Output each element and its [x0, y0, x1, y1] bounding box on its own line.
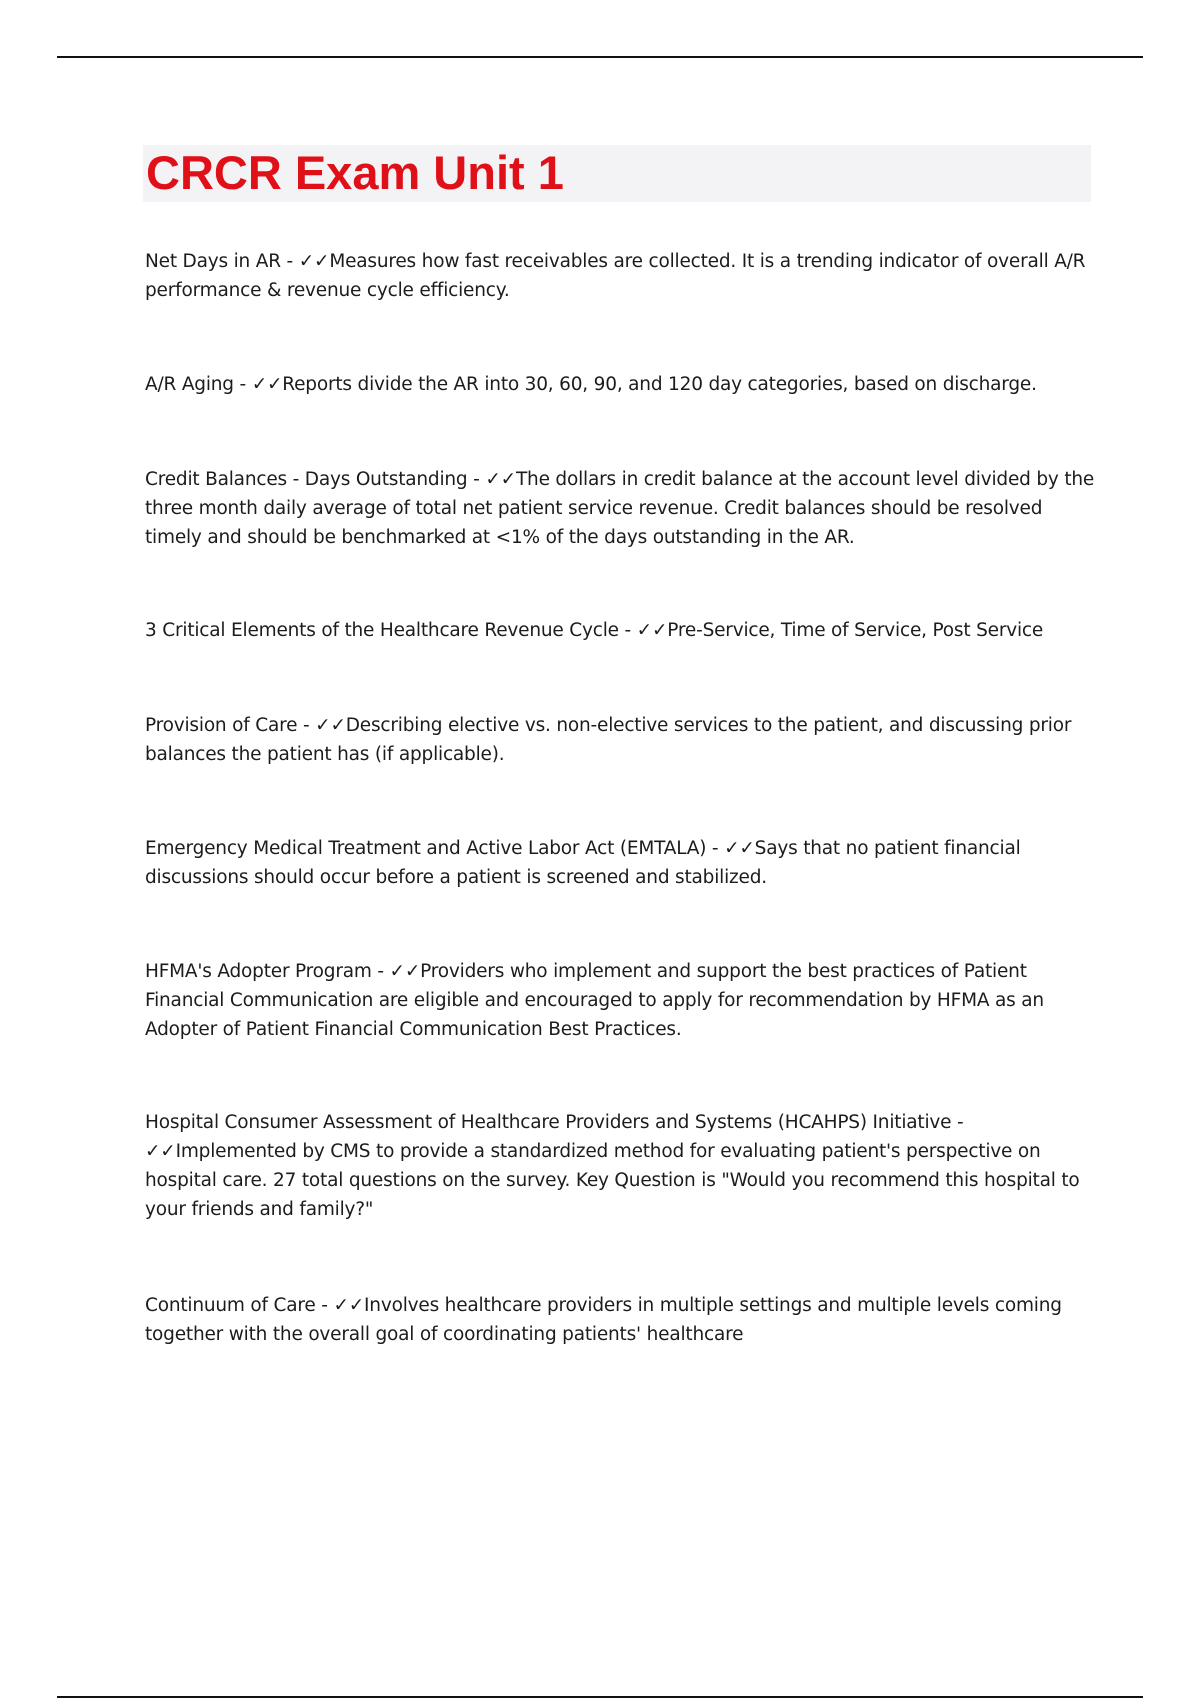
entry-separator: -	[618, 620, 637, 641]
entry-term: Emergency Medical Treatment and Active Labor Act (EMTALA)	[145, 838, 707, 859]
entry-term: A/R Aging	[145, 374, 234, 395]
entry-definition: Describing elective vs. non-elective services to the patient, and discussing prior balances the patient has (if applicable).	[145, 715, 1072, 765]
checkmarks-icon: ✓✓	[389, 961, 421, 982]
entry-definition: Involves healthcare providers in multiple settings and multiple levels coming together with the overall goal of coordinating patients' healthcare	[145, 1295, 1062, 1345]
entry-continuum-of-care	[145, 1291, 1095, 1349]
entry-definition: Pre-Service, Time of Service, Post Service	[667, 620, 1044, 641]
entry-definition: Reports divide the AR into 30, 60, 90, and 120 day categories, based on discharge.	[282, 374, 1037, 395]
entry-ar-aging	[145, 370, 1095, 399]
entry-hfma-adopter-program	[145, 957, 1095, 1044]
checkmarks-icon: ✓✓	[485, 469, 516, 490]
entry-definition: Measures how fast receivables are collected. It is a trending indicator of overall A/R performance & revenue cycle efficiency.	[145, 251, 1086, 301]
entry-provision-of-care	[145, 711, 1095, 769]
entry-emtala	[145, 834, 1095, 892]
entry-critical-elements	[145, 616, 1095, 645]
entry-term: 3 Critical Elements of the Healthcare Revenue Cycle	[145, 620, 619, 641]
checkmarks-icon: ✓✓	[333, 1295, 365, 1316]
entry-separator: -	[315, 1295, 334, 1316]
entry-term: Net Days in AR	[145, 251, 281, 272]
entry-separator: -	[371, 961, 390, 982]
entry-separator: -	[280, 251, 299, 272]
entry-term: Hospital Consumer Assessment of Healthcare Providers and Systems (HCAHPS) Initiative	[145, 1112, 952, 1133]
entry-net-days-in-ar	[145, 247, 1095, 305]
entry-definition: Providers who implement and support the best practices of Patient Financial Communication are eligible and encouraged to apply for recommendation by HFMA as an Adopter of Patient Financial Communication Best Practices.	[145, 961, 1044, 1040]
entry-term: Continuum of Care	[145, 1295, 316, 1316]
entry-separator: -	[297, 715, 316, 736]
checkmarks-icon: ✓✓	[298, 251, 330, 272]
checkmarks-icon: ✓✓	[145, 1141, 176, 1162]
checkmarks-icon: ✓✓	[251, 374, 283, 395]
checkmarks-icon: ✓✓	[724, 838, 755, 859]
entry-hcahps	[145, 1108, 1095, 1224]
checkmarks-icon: ✓✓	[636, 620, 668, 641]
entry-definition: The dollars in credit balance at the account level divided by the three month daily average of total net patient service revenue. Credit balances should be resolved timely and should be benchmarked at <1% of the days outstanding in the AR.	[145, 469, 1095, 548]
page-top-rule	[57, 56, 1143, 58]
entry-credit-balances	[145, 465, 1095, 552]
document-title: CRCR Exam Unit 1	[146, 146, 564, 199]
entry-separator: -	[951, 1112, 964, 1133]
checkmarks-icon: ✓✓	[315, 715, 346, 736]
entry-separator: -	[706, 838, 725, 859]
entry-term: Provision of Care	[145, 715, 298, 736]
page-bottom-rule	[57, 1696, 1143, 1698]
entry-definition: Says that no patient financial discussions should occur before a patient is screened and stabilized.	[145, 838, 1021, 888]
entry-separator: -	[233, 374, 252, 395]
entry-separator: -	[467, 469, 486, 490]
entry-definition: Implemented by CMS to provide a standardized method for evaluating patient's perspective on hospital care. 27 total questions on the survey. Key Question is "Would you recommend this hospital to your friends and family?"	[145, 1141, 1080, 1220]
entry-term: Credit Balances - Days Outstanding	[145, 469, 468, 490]
entry-term: HFMA's Adopter Program	[145, 961, 372, 982]
